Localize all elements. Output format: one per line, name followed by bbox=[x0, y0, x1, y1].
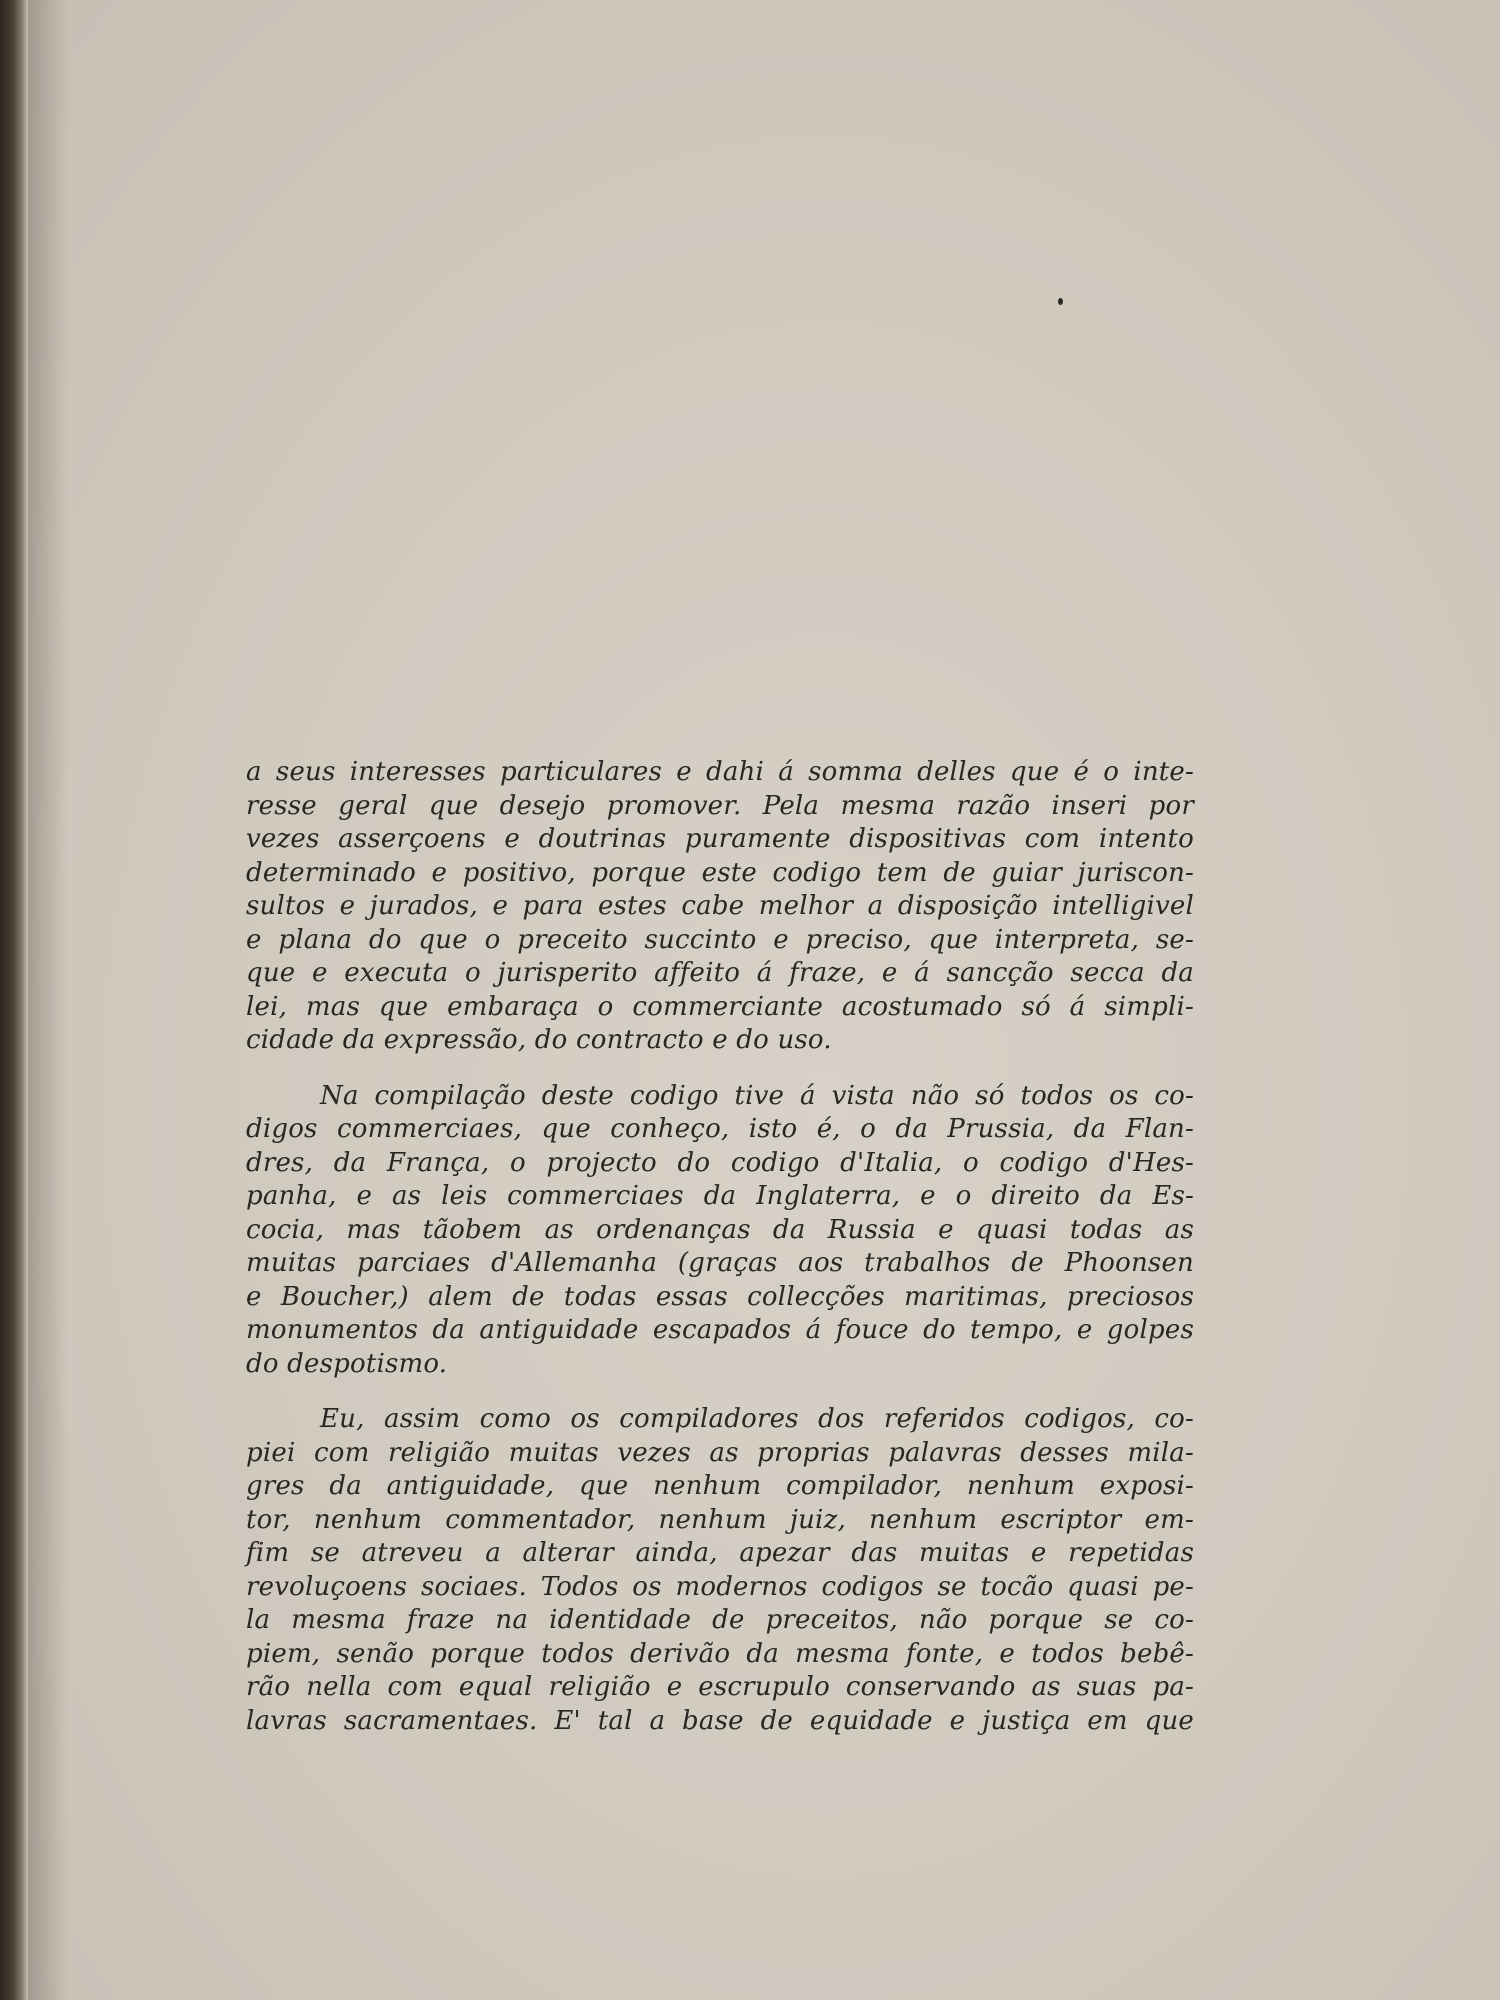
text-line: sultos e jurados, e para estes cabe melhor a disposição intelligivel bbox=[246, 891, 1194, 921]
binding-shadow bbox=[28, 0, 68, 2000]
text-line: muitas parciaes d'Allemanha (graças aos trabalhos de Phoonsen bbox=[246, 1248, 1194, 1278]
text-line: dres, da França, o projecto do codigo d'Italia, o codigo d'Hes- bbox=[246, 1147, 1194, 1178]
text-line: e plana do que o preceito succinto e preciso, que interpreta, se- bbox=[246, 924, 1194, 955]
ink-speck bbox=[1058, 298, 1063, 305]
text-line: Eu, assim como os compiladores dos referidos codigos, co- bbox=[320, 1404, 1194, 1434]
text-line: que e executa o jurisperito affeito á fraze, e á sancção secca da bbox=[246, 958, 1194, 988]
text-line: gres da antiguidade, que nenhum compilador, nenhum exposi- bbox=[246, 1471, 1194, 1501]
text-line: Na compilação deste codigo tive á vista não só todos os co- bbox=[320, 1080, 1194, 1111]
text-line: la mesma fraze na identidade de preceitos, não porque se co- bbox=[246, 1605, 1194, 1635]
book-binding-edge bbox=[0, 0, 28, 2000]
text-line: lei, mas que embaraça o commerciante acostumado só á simpli- bbox=[246, 991, 1194, 1022]
text-line: tor, nenhum commentador, nenhum juiz, nenhum escriptor em- bbox=[246, 1504, 1194, 1535]
paragraph-3 bbox=[246, 1403, 1194, 1738]
text-line: fim se atreveu a alterar ainda, apezar das muitas e repetidas bbox=[246, 1538, 1194, 1568]
text-line: do despotismo. bbox=[246, 1348, 448, 1379]
text-line: revoluçoens sociaes. Todos os modernos codigos se tocão quasi pe- bbox=[246, 1571, 1194, 1602]
text-line: digos commerciaes, que conheço, isto é, o da Prussia, da Flan- bbox=[246, 1114, 1194, 1144]
body-text bbox=[246, 756, 1194, 1738]
paragraph-2 bbox=[246, 1080, 1194, 1382]
text-line: resse geral que desejo promover. Pela mesma razão inseri por bbox=[246, 790, 1194, 821]
text-line: piei com religião muitas vezes as proprias palavras desses mila- bbox=[246, 1437, 1194, 1468]
text-line: rão nella com equal religião e escrupulo conservando as suas pa- bbox=[246, 1672, 1194, 1702]
text-line: determinado e positivo, porque este codigo tem de guiar juriscon- bbox=[246, 857, 1194, 888]
text-line: e Boucher,) alem de todas essas collecções maritimas, preciosos bbox=[246, 1281, 1194, 1312]
text-line: cidade da expressão, do contracto e do uso. bbox=[246, 1025, 832, 1055]
text-line: piem, senão porque todos derivão da mesma fonte, e todos bebê- bbox=[246, 1638, 1194, 1669]
paragraph-1 bbox=[246, 756, 1194, 1058]
text-line: lavras sacramentaes. E' tal a base de equidade e justiça em que bbox=[246, 1705, 1194, 1736]
text-line: vezes asserçoens e doutrinas puramente dispositivas com intento bbox=[246, 824, 1194, 854]
text-line: cocia, mas tãobem as ordenanças da Russia e quasi todas as bbox=[246, 1214, 1194, 1245]
text-line: panha, e as leis commerciaes da Inglaterra, e o direito da Es- bbox=[246, 1181, 1194, 1211]
text-line: monumentos da antiguidade escapados á fouce do tempo, e golpes bbox=[246, 1315, 1194, 1345]
text-line: a seus interesses particulares e dahi á somma delles que é o inte- bbox=[246, 757, 1194, 787]
